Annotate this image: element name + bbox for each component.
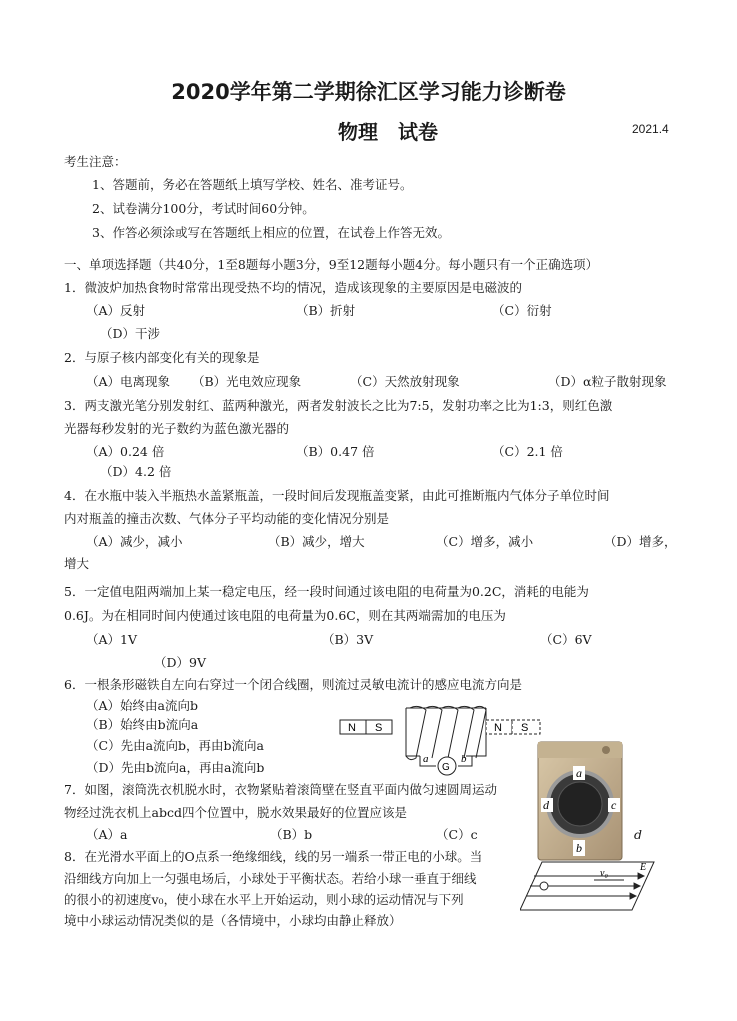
q2-option-c: （C）天然放射现象 [350, 374, 460, 389]
q1-option-c: （C）衍射 [492, 303, 552, 318]
washer-point-c: c [611, 798, 617, 812]
q5-option-b: （B）3V [322, 632, 374, 647]
q5-option-a: （A）1V [86, 632, 138, 647]
q6-option-a: （A）始终由a流向b [86, 698, 198, 713]
q6-option-d: （D）先由b流向a，再由a流向b [86, 760, 265, 775]
q3-stem-line1: 3．两支激光笔分别发射红、蓝两种激光，两者发射波长之比为7:5，发射功率之比为1:3，则红色激 [64, 398, 613, 413]
magnet-left-n-label: N [348, 722, 356, 734]
q1-option-b: （B）折射 [296, 303, 356, 318]
washer-drum [558, 782, 602, 826]
q7-option-c: （C）c [436, 827, 478, 842]
coil [406, 706, 486, 759]
q2-stem: 2．与原子核内部变化有关的现象是 [64, 350, 260, 365]
q5-option-c: （C）6V [540, 632, 592, 647]
q4-option-a: （A）减少，减小 [86, 534, 183, 549]
q2-option-b: （B）光电效应现象 [192, 374, 302, 389]
velocity-label: v₀ [600, 868, 608, 879]
washer-point-a: a [576, 766, 582, 780]
q1-stem: 1．微波炉加热食物时常常出现受热不均的情况，造成该现象的主要原因是电磁波的 [64, 280, 522, 295]
q5-option-d: （D）9V [154, 655, 207, 670]
q4-option-d-cont: 增大 [64, 556, 90, 571]
notice-item-3: 3、作答必须涂或写在答题纸上相应的位置，在试卷上作答无效。 [92, 225, 450, 240]
paper-subtitle: 物理 试卷 [338, 120, 438, 144]
q3-option-d: （D）4.2 倍 [100, 464, 172, 479]
coil-point-a: a [423, 753, 429, 765]
q1-option-d: （D）干涉 [100, 326, 161, 341]
coil-point-b: b [461, 753, 467, 765]
magnet-right-n-label: N [494, 722, 502, 734]
q6-option-b: （B）始终由b流向a [86, 717, 199, 732]
washer-knob [602, 746, 610, 754]
q3-option-b: （B）0.47 倍 [296, 444, 375, 459]
notice-heading: 考生注意： [64, 154, 127, 169]
q8-stem-line3: 的很小的初速度v₀，使小球在水平上开始运动，则小球的运动情况与下列 [64, 892, 464, 907]
electric-field-plane-figure [520, 858, 656, 914]
q6-option-c: （C）先由a流向b，再由b流向a [86, 738, 264, 753]
q8-stem-line4: 境中小球运动情况类似的是（各情境中，小球均由静止释放） [64, 913, 402, 928]
washer-point-d: d [543, 798, 549, 812]
pivot-point [540, 882, 548, 890]
section-heading: 一、单项选择题（共40分，1至8题每小题3分，9至12题每小题4分。每小题只有一个正确选项） [64, 257, 599, 272]
q7-stem-line1: 7．如图，滚筒洗衣机脱水时，衣物紧贴着滚筒壁在竖直平面内做匀速圆周运动 [64, 782, 497, 797]
q8-stem-line1: 8．在光滑水平面上的O点系一绝缘细线，线的另一端系一带正电的小球。当 [64, 849, 483, 864]
q7-option-a: （A）a [86, 827, 128, 842]
q5-stem-line1: 5．一定值电阻两端加上某一稳定电压，经一段时间通过该电阻的电荷量为0.2C，消耗的电能为 [64, 584, 589, 599]
magnet-left-s-label: S [375, 722, 383, 734]
coil-magnet-figure [336, 700, 546, 776]
galvanometer-label: G [442, 762, 450, 773]
q7-stem-line2: 物经过洗衣机上abcd四个位置中，脱水效果最好的位置应该是 [64, 805, 407, 820]
q4-option-b: （B）减少，增大 [268, 534, 365, 549]
paper-date: 2021.4 [632, 122, 669, 136]
field-label: E [640, 862, 647, 873]
q7-option-d: d [634, 827, 643, 842]
q4-option-c: （C）增多，减小 [436, 534, 534, 549]
notice-item-1: 1、答题前，务必在答题纸上填写学校、姓名、准考证号。 [92, 177, 413, 192]
q7-option-b: （B）b [270, 827, 313, 842]
q8-stem-line2: 沿细线方向加上一匀强电场后，小球处于平衡状态。若给小球一垂直于细线 [64, 871, 477, 886]
q4-stem-line2: 内对瓶盖的撞击次数、气体分子平均动能的变化情况分别是 [64, 511, 390, 526]
q1-option-a: （A）反射 [86, 303, 146, 318]
q6-stem: 6．一根条形磁铁自左向右穿过一个闭合线圈，则流过灵敏电流计的感应电流方向是 [64, 677, 522, 692]
washer-point-b: b [576, 841, 582, 855]
washing-machine-figure [536, 740, 624, 862]
magnet-right-s-label: S [521, 722, 529, 734]
q3-stem-line2: 光器每秒发射的光子数约为蓝色激光器的 [64, 421, 290, 436]
paper-title: 2020学年第二学期徐汇区学习能力诊断卷 [171, 80, 566, 104]
q2-option-d: （D）α粒子散射现象 [548, 374, 667, 389]
q5-stem-line2: 0.6J。为在相同时间内使通过该电阻的电荷量为0.6C，则在其两端需加的电压为 [64, 608, 506, 623]
q3-option-c: （C）2.1 倍 [492, 444, 563, 459]
notice-item-2: 2、试卷满分100分，考试时间60分钟。 [92, 201, 315, 216]
q2-option-a: （A）电离现象 [86, 374, 171, 389]
q3-option-a: （A）0.24 倍 [86, 444, 165, 459]
q4-stem-line1: 4．在水瓶中装入半瓶热水盖紧瓶盖，一段时间后发现瓶盖变紧，由此可推断瓶内气体分子单位时间 [64, 488, 610, 503]
q4-option-d: （D）增多， [604, 534, 677, 549]
